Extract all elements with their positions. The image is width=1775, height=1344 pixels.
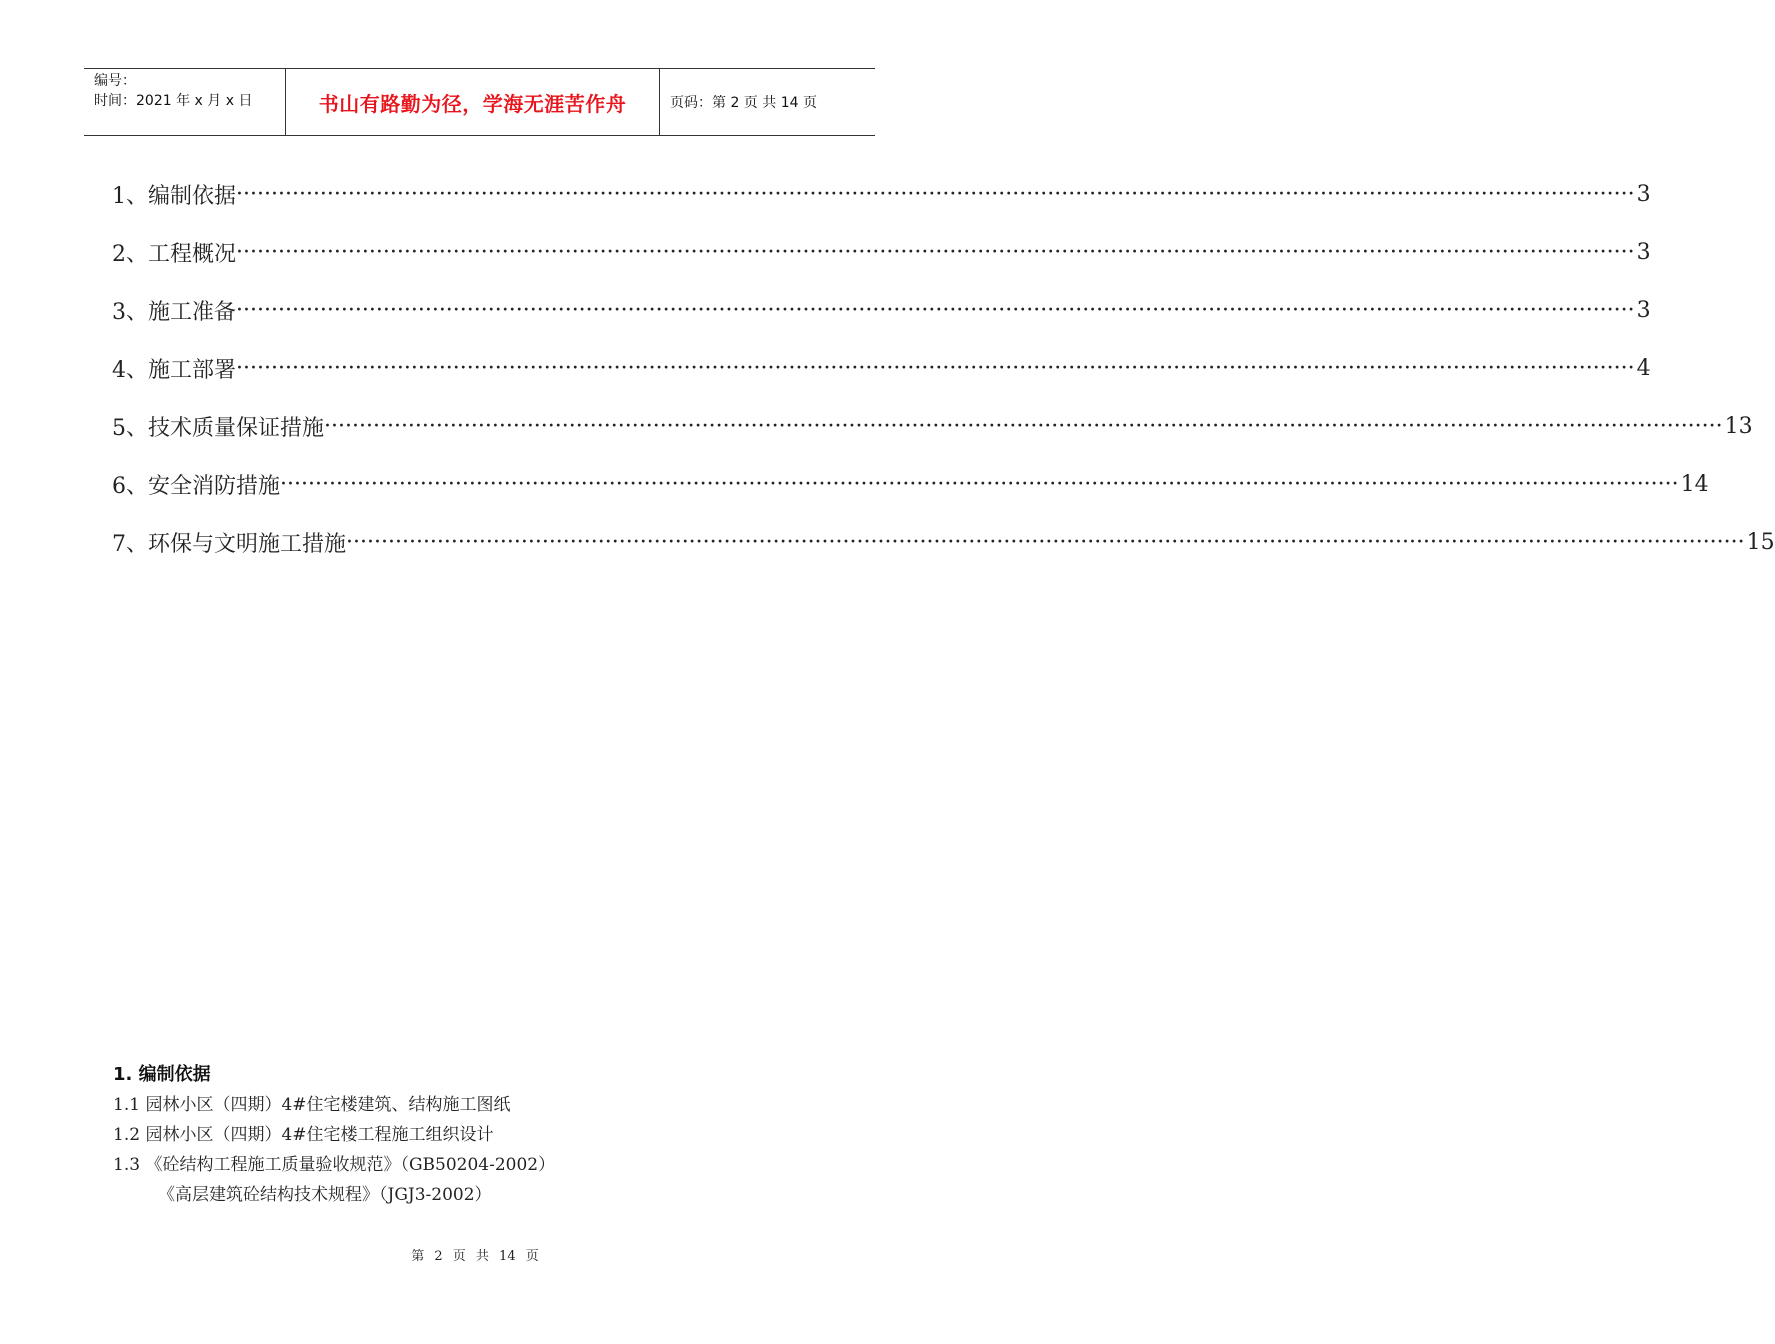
time-label: 时间：2021 年 x 月 x 日	[94, 93, 253, 109]
toc-entry[interactable]	[112, 513, 1775, 571]
toc-leader-dots: ········································································································································································································	[236, 297, 1635, 323]
toc-title: 技术质量保证措施	[148, 415, 325, 441]
toc-leader-dots: ········································································································································································································	[280, 471, 1679, 497]
footer-page-number: 第 2 页 共 14 页	[411, 1249, 539, 1264]
toc-page-number: 13	[1724, 413, 1753, 439]
page-footer	[0, 1245, 950, 1264]
toc-page-number: 4	[1636, 355, 1651, 381]
toc-number: 3、	[112, 299, 148, 325]
toc-number: 4、	[112, 357, 148, 383]
toc-leader-dots: ········································································································································································································	[236, 355, 1635, 381]
toc-entry[interactable]	[112, 339, 1651, 397]
toc-entry[interactable]	[112, 455, 1709, 513]
header-motto-cell	[286, 69, 660, 135]
toc-leader-dots: ········································································································································································································	[236, 239, 1635, 265]
section-line: 1.2 园林小区（四期）4#住宅楼工程施工组织设计	[113, 1125, 494, 1145]
toc-number: 5、	[112, 415, 148, 441]
section-line: 1.1 园林小区（四期）4#住宅楼建筑、结构施工图纸	[113, 1095, 511, 1115]
toc-title: 施工部署	[148, 357, 237, 383]
toc-leader-dots: ········································································································································································································	[236, 181, 1635, 207]
toc-number: 1、	[112, 183, 148, 209]
page-header	[84, 68, 875, 136]
section-heading: 1. 编制依据	[113, 1064, 211, 1085]
toc-number: 6、	[112, 473, 148, 499]
toc-title: 编制依据	[148, 183, 237, 209]
table-of-contents	[112, 165, 1775, 571]
toc-title: 环保与文明施工措施	[148, 531, 347, 557]
page-label: 页码：第 2 页 共 14 页	[670, 95, 817, 111]
toc-entry[interactable]	[112, 281, 1651, 339]
toc-page-number: 14	[1680, 471, 1709, 497]
toc-leader-dots: ········································································································································································································	[346, 529, 1745, 555]
section-compilation-basis	[113, 1060, 873, 1210]
toc-number: 7、	[112, 531, 148, 557]
motto-text: 书山有路勤为径，学海无涯苦作舟	[318, 91, 627, 116]
number-label: 编号：	[94, 73, 136, 89]
section-line: 《高层建筑砼结构技术规程》（JGJ3-2002）	[158, 1185, 492, 1205]
toc-page-number: 15	[1746, 529, 1775, 555]
toc-entry[interactable]	[112, 165, 1651, 223]
header-meta	[84, 69, 286, 135]
toc-title: 施工准备	[148, 299, 237, 325]
toc-title: 安全消防措施	[148, 473, 281, 499]
toc-number: 2、	[112, 241, 148, 267]
toc-leader-dots: ········································································································································································································	[324, 413, 1723, 439]
section-line: 1.3 《砼结构工程施工质量验收规范》（GB50204-2002）	[113, 1155, 556, 1175]
toc-page-number: 3	[1636, 181, 1651, 207]
toc-title: 工程概况	[148, 241, 237, 267]
toc-entry[interactable]	[112, 223, 1651, 281]
header-page-cell	[660, 69, 875, 135]
toc-entry[interactable]	[112, 397, 1753, 455]
toc-page-number: 3	[1636, 239, 1651, 265]
toc-page-number: 3	[1636, 297, 1651, 323]
